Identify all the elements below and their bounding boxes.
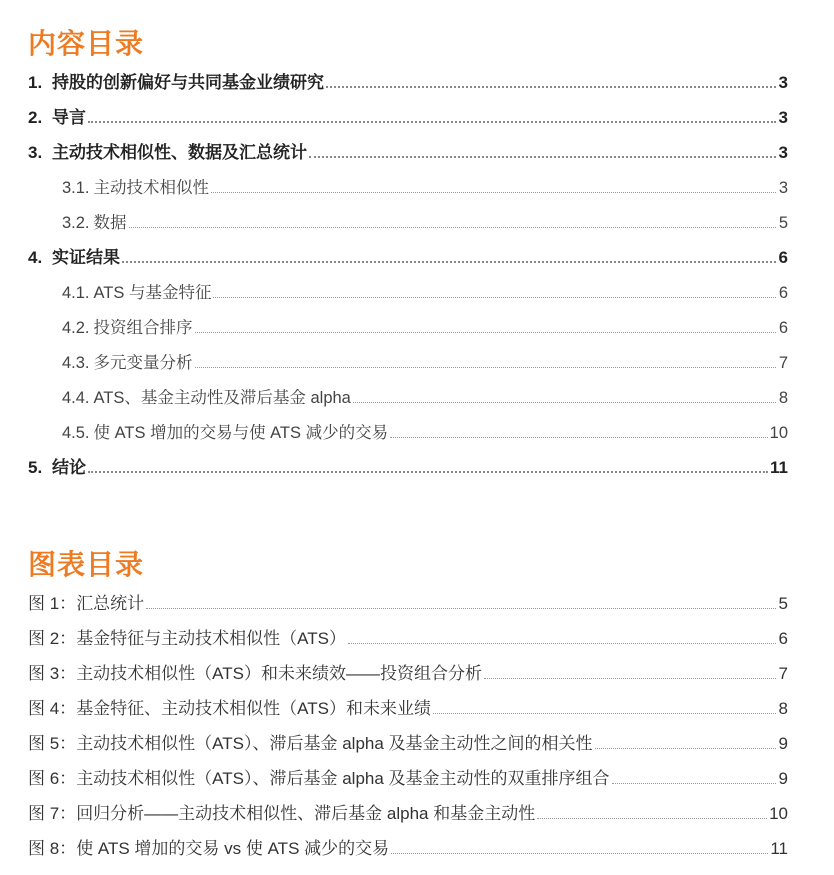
entry-number: 4. (28, 248, 43, 267)
entry-page: 6 (778, 319, 788, 337)
entry-page: 3 (778, 73, 788, 92)
figure-title: 回归分析——主动技术相似性、滞后基金 alpha 和基金主动性 (76, 804, 536, 823)
entry-title: 持股的创新偏好与共同基金业绩研究 (52, 73, 324, 92)
figure-entry-7[interactable] (28, 798, 788, 824)
figure-entry-1[interactable] (28, 588, 788, 614)
entry-page: 3 (778, 179, 788, 197)
figure-entry-6[interactable] (28, 763, 788, 789)
figure-label: 图 1： (28, 594, 77, 613)
dot-leader (122, 261, 776, 263)
entry-title: 数据 (93, 214, 127, 232)
dot-leader (348, 643, 776, 644)
entry-title: ATS、基金主动性及滞后基金 alpha (93, 389, 351, 407)
figure-label: 图 7： (28, 804, 77, 823)
entry-number: 4.4. (62, 389, 90, 407)
dot-leader (88, 471, 768, 473)
dot-leader (195, 367, 776, 368)
figure-entry-4[interactable] (28, 693, 788, 719)
toc-entry-4-2[interactable] (62, 312, 788, 338)
entry-number: 2. (28, 108, 43, 127)
figure-page: 11 (770, 839, 788, 858)
figure-page: 6 (778, 629, 788, 648)
dot-leader (88, 121, 776, 123)
dot-leader (326, 86, 776, 88)
dot-leader (146, 608, 776, 609)
dot-leader (195, 332, 776, 333)
figure-label: 图 6： (28, 769, 77, 788)
dot-leader (391, 853, 768, 854)
dot-leader (612, 783, 776, 784)
figure-page: 8 (778, 699, 788, 718)
entry-page: 3 (778, 143, 788, 162)
entry-page: 7 (778, 354, 788, 372)
entry-number: 1. (28, 73, 43, 92)
figure-page: 9 (778, 769, 788, 788)
figure-label: 图 4： (28, 699, 77, 718)
dot-leader (353, 402, 776, 403)
figure-title: 主动技术相似性（ATS）、滞后基金 alpha 及基金主动性的双重排序组合 (76, 769, 610, 788)
figure-entry-8[interactable] (28, 833, 788, 859)
entry-title: 投资组合排序 (93, 319, 193, 337)
entry-title: 主动技术相似性、数据及汇总统计 (52, 143, 307, 162)
toc-entry-4-4[interactable] (62, 382, 788, 408)
figure-title: 基金特征、主动技术相似性（ATS）和未来业绩 (76, 699, 431, 718)
entry-page: 6 (778, 248, 788, 267)
dot-leader (595, 748, 776, 749)
entry-title: 实证结果 (52, 248, 120, 267)
entry-page: 6 (778, 284, 788, 302)
toc-entry-3-1[interactable] (62, 172, 788, 198)
entry-number: 4.3. (62, 354, 90, 372)
dot-leader (309, 156, 776, 158)
entry-number: 3.2. (62, 214, 90, 232)
dot-leader (390, 437, 768, 438)
entry-title: 多元变量分析 (93, 354, 193, 372)
figure-label: 图 8： (28, 839, 77, 858)
figure-title: 主动技术相似性（ATS）、滞后基金 alpha 及基金主动性之间的相关性 (76, 734, 593, 753)
toc-entry-4-5[interactable] (62, 417, 788, 443)
entry-page: 11 (770, 458, 788, 477)
entry-title: 使 ATS 增加的交易与使 ATS 减少的交易 (93, 424, 389, 442)
entry-title: 导言 (52, 108, 86, 127)
entry-title: 结论 (52, 458, 86, 477)
figure-label: 图 3： (28, 664, 77, 683)
figure-entry-2[interactable] (28, 623, 788, 649)
toc-entry-3-2[interactable] (62, 207, 788, 233)
entry-page: 10 (769, 424, 788, 442)
dot-leader (213, 297, 776, 298)
figure-entry-5[interactable] (28, 728, 788, 754)
entry-title: ATS 与基金特征 (93, 284, 212, 302)
toc-entry-5[interactable] (28, 452, 788, 478)
figure-label: 图 5： (28, 734, 77, 753)
toc-entry-4[interactable] (28, 242, 788, 268)
dot-leader (211, 192, 776, 193)
entry-page: 3 (778, 108, 788, 127)
figure-title: 基金特征与主动技术相似性（ATS） (76, 629, 346, 648)
entry-page: 5 (778, 214, 788, 232)
figure-page: 9 (778, 734, 788, 753)
toc-entry-1[interactable] (28, 67, 788, 93)
figure-title: 主动技术相似性（ATS）和未来绩效——投资组合分析 (76, 664, 482, 683)
entry-number: 4.2. (62, 319, 90, 337)
dot-leader (433, 713, 776, 714)
dot-leader (537, 818, 767, 819)
figure-title: 使 ATS 增加的交易 vs 使 ATS 减少的交易 (76, 839, 390, 858)
figure-label: 图 2： (28, 629, 77, 648)
figure-page: 5 (778, 594, 788, 613)
figure-page: 7 (778, 664, 788, 683)
figures-heading: 图表目录 (28, 549, 145, 580)
entry-number: 3.1. (62, 179, 90, 197)
entry-number: 4.1. (62, 284, 90, 302)
toc-entry-4-1[interactable] (62, 277, 788, 303)
entry-number: 4.5. (62, 424, 90, 442)
entry-number: 5. (28, 458, 43, 477)
toc-entry-3[interactable] (28, 137, 788, 163)
dot-leader (129, 227, 776, 228)
entry-title: 主动技术相似性 (93, 179, 210, 197)
toc-entry-2[interactable] (28, 102, 788, 128)
figure-title: 汇总统计 (76, 594, 145, 613)
figure-page: 10 (769, 804, 788, 823)
entry-number: 3. (28, 143, 43, 162)
dot-leader (484, 678, 776, 679)
toc-entry-4-3[interactable] (62, 347, 788, 373)
toc-heading: 内容目录 (28, 28, 145, 59)
figure-entry-3[interactable] (28, 658, 788, 684)
entry-page: 8 (778, 389, 788, 407)
